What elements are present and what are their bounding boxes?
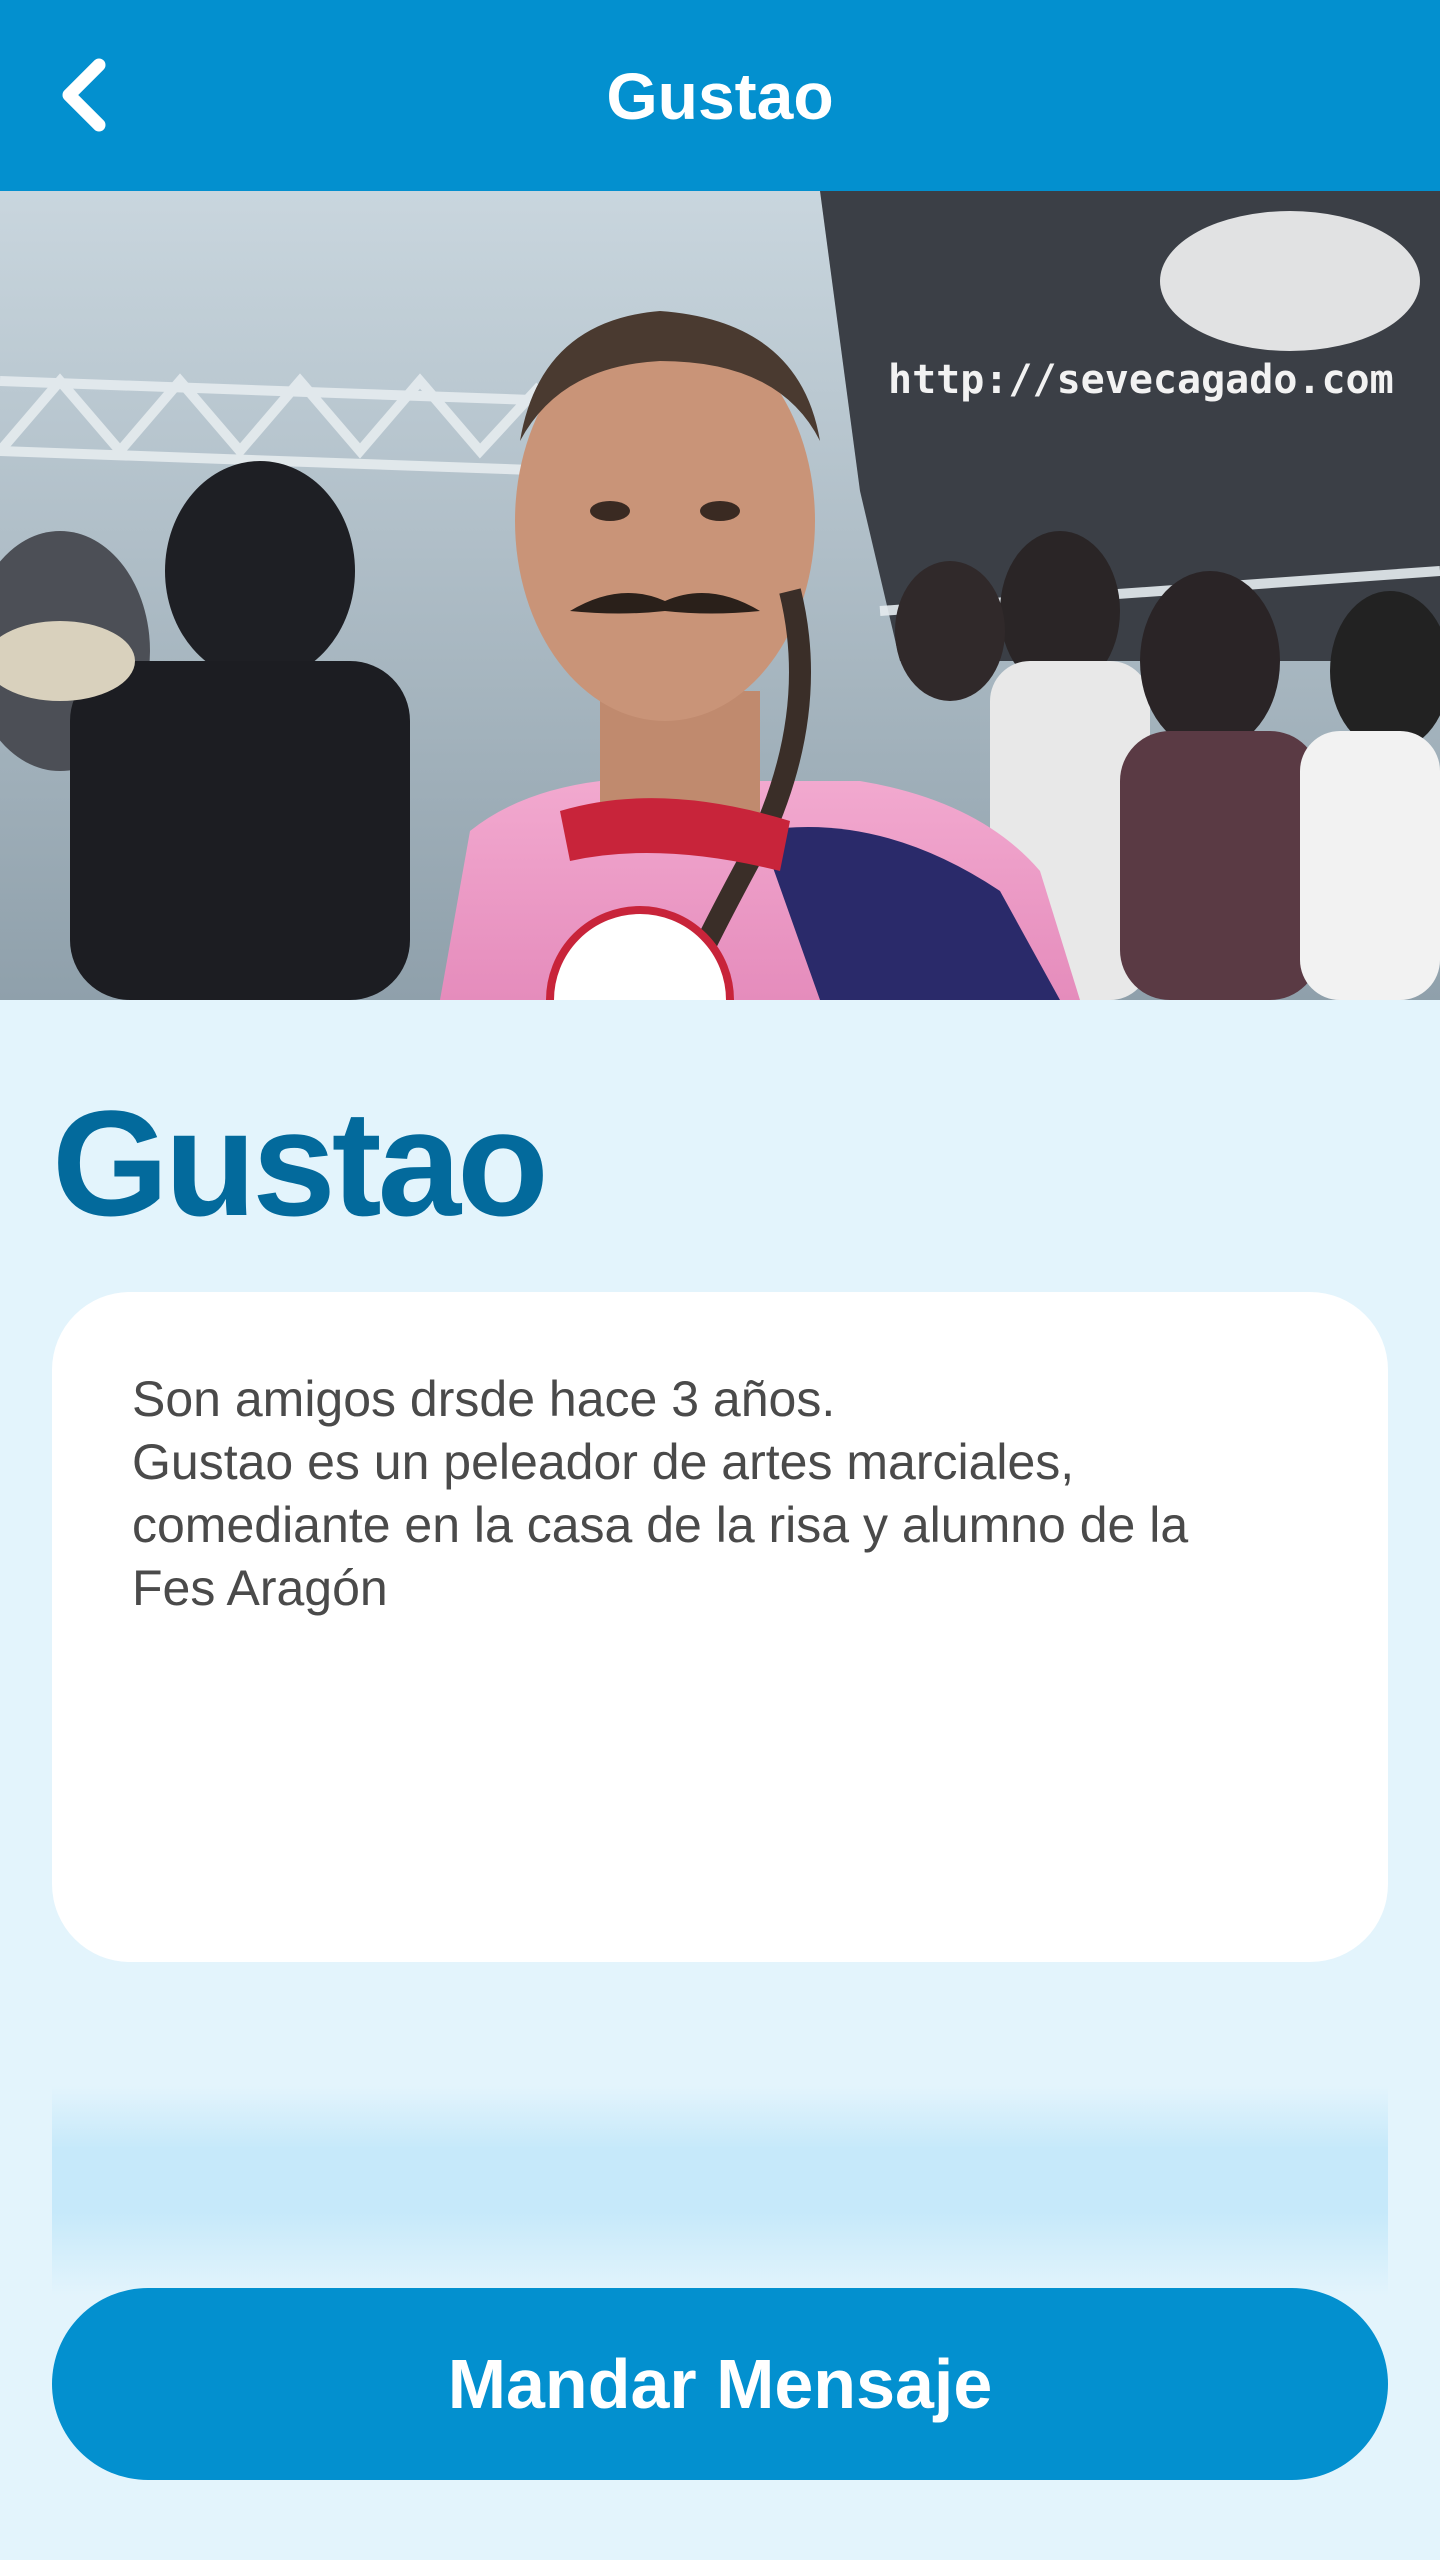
page-title: Gustao [606,58,834,133]
profile-photo [0,191,1440,1000]
description-line: Son amigos drsde hace 3 años. [132,1371,836,1427]
photo-watermark: http://sevecagado.com [888,357,1394,403]
description-line: comediante en la casa de la risa y alumno de la [132,1497,1189,1553]
chevron-left-icon [55,55,115,135]
back-button[interactable] [30,40,140,150]
description-line: Fes Aragón [132,1560,388,1616]
fade-divider [52,2086,1388,2296]
profile-name: Gustao [52,1079,545,1247]
description-card [52,1292,1388,1962]
description-line: Gustao es un peleador de artes marciales, [132,1434,1075,1490]
app-bar [0,0,1440,191]
send-message-button[interactable]: Mandar Mensaje [52,2288,1388,2480]
